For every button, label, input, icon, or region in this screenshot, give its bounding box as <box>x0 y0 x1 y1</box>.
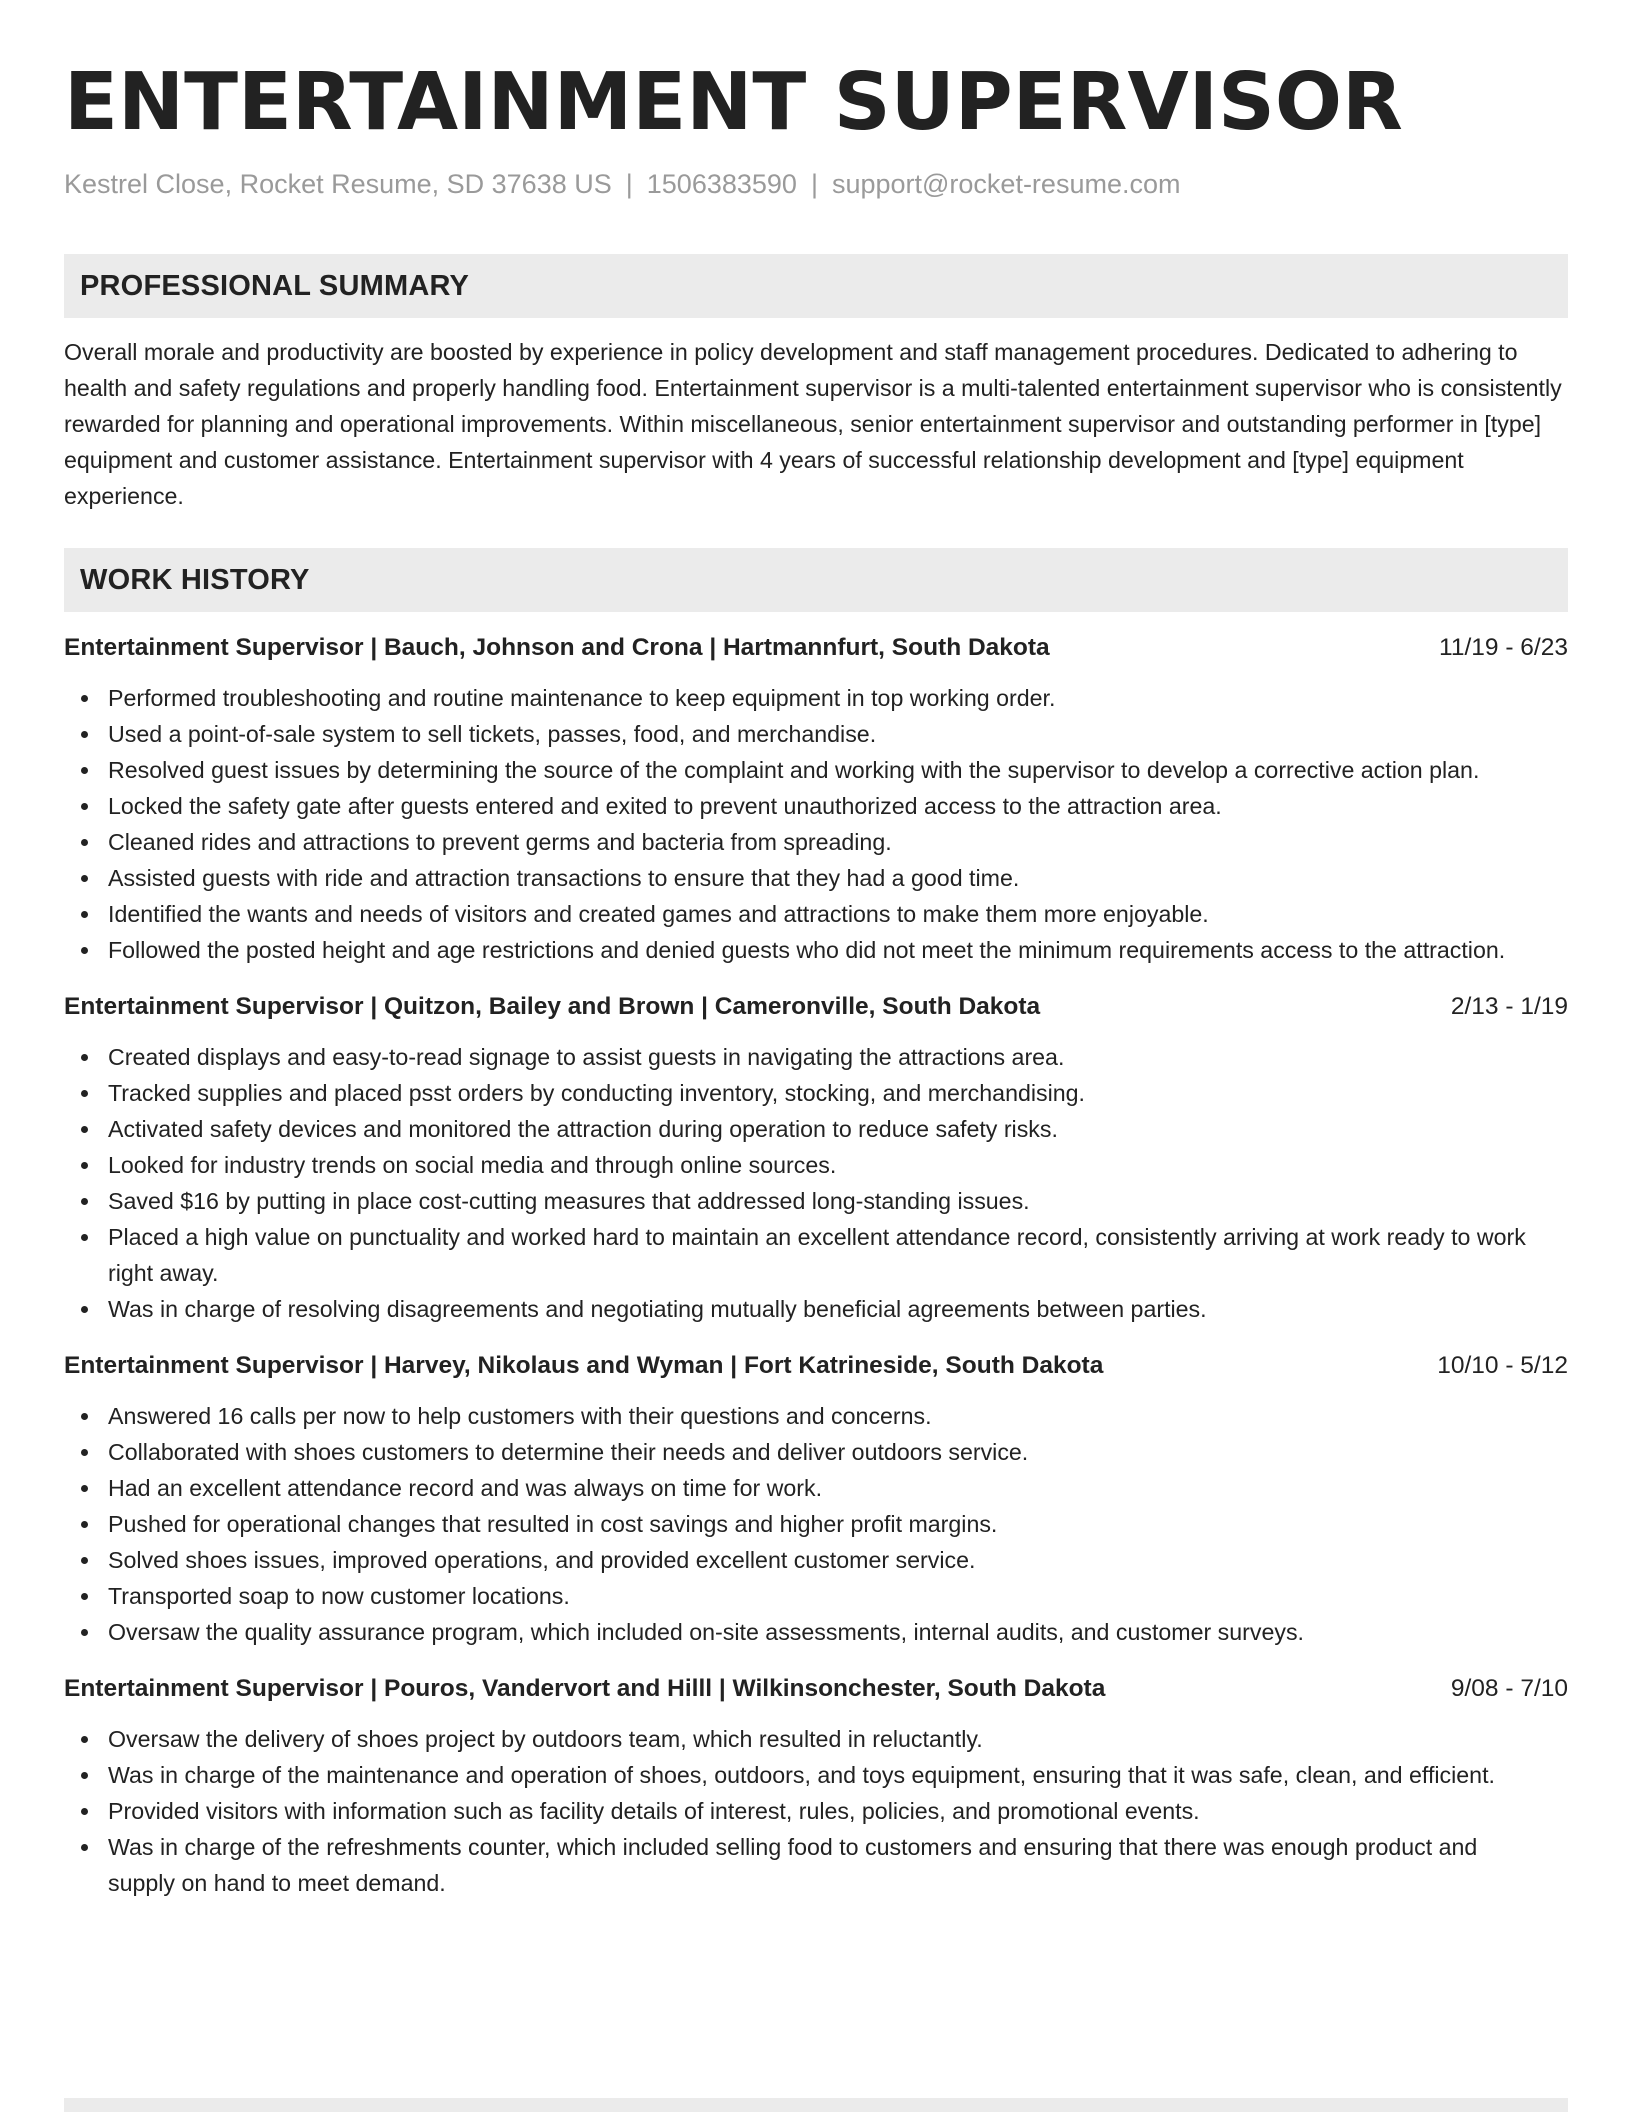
job-title: Entertainment Supervisor | Quitzon, Bailey and Brown | Cameronville, South Dakota <box>64 993 1041 1020</box>
job-header <box>64 631 1568 665</box>
job-bullet: Oversaw the delivery of shoes project by outdoors team, which resulted in reluctantly. <box>108 1721 1568 1757</box>
job-bullet: Answered 16 calls per now to help customers with their questions and concerns. <box>108 1398 1568 1434</box>
job-bullet: Was in charge of the maintenance and operation of shoes, outdoors, and toys equipment, ensuring that it was safe, clean, and efficient. <box>108 1757 1568 1793</box>
candidate-name: ENTERTAINMENT SUPERVISOR <box>64 56 1403 148</box>
job-bullet: Had an excellent attendance record and was always on time for work. <box>108 1470 1568 1506</box>
job-bullet: Saved $16 by putting in place cost-cutting measures that addressed long-standing issues. <box>108 1183 1568 1219</box>
job-header <box>64 990 1568 1024</box>
contact-phone: 1506383590 <box>646 169 797 199</box>
job-bullet: Performed troubleshooting and routine maintenance to keep equipment in top working order. <box>108 680 1568 716</box>
summary-heading: PROFESSIONAL SUMMARY <box>64 254 1568 318</box>
job-entry <box>64 1672 1568 1901</box>
job-bullet: Activated safety devices and monitored the attraction during operation to reduce safety risks. <box>108 1111 1568 1147</box>
job-bullet: Resolved guest issues by determining the source of the complaint and working with the supervisor to develop a corrective action plan. <box>108 752 1568 788</box>
summary-text: Overall morale and productivity are boosted by experience in policy development and staff management procedures. Dedicated to adhering to health and safety regulations and properly handling food. Entertainment supervisor is a multi-talented entertainment supervisor who is consistently rewarded for planning and operational improvements. Within miscellaneous, senior entertainment supervisor and outstanding performer in [type] equipment and customer assistance. Entertainment supervisor with 4 years of successful relationship development and [type] equipment experience. <box>64 339 1562 509</box>
job-bullet-list <box>64 680 1568 968</box>
resume-page <box>64 54 1568 1901</box>
job-bullet-list <box>64 1398 1568 1650</box>
job-entry <box>64 1349 1568 1650</box>
job-bullet: Assisted guests with ride and attraction transactions to ensure that they had a good time. <box>108 860 1568 896</box>
next-section-heading-band <box>64 2098 1568 2112</box>
job-dates: 9/08 - 7/10 <box>1450 1675 1568 1702</box>
job-title: Entertainment Supervisor | Pouros, Vandervort and Hilll | Wilkinsonchester, South Dakota <box>64 1675 1106 1702</box>
job-entry <box>64 990 1568 1327</box>
job-bullet: Used a point-of-sale system to sell tickets, passes, food, and merchandise. <box>108 716 1568 752</box>
job-bullet: Cleaned rides and attractions to prevent germs and bacteria from spreading. <box>108 824 1568 860</box>
job-bullet: Created displays and easy-to-read signage to assist guests in navigating the attractions area. <box>108 1039 1568 1075</box>
job-header <box>64 1672 1568 1706</box>
job-bullet: Oversaw the quality assurance program, which included on-site assessments, internal audits, and customer surveys. <box>108 1614 1568 1650</box>
job-bullet-list <box>64 1721 1568 1901</box>
job-header <box>64 1349 1568 1383</box>
work-history-heading: WORK HISTORY <box>64 548 1568 612</box>
job-bullet: Was in charge of the refreshments counter, which included selling food to customers and ensuring that there was enough product and supply on hand to meet demand. <box>108 1829 1568 1901</box>
work-history-list <box>64 631 1568 1901</box>
job-bullet: Locked the safety gate after guests entered and exited to prevent unauthorized access to the attraction area. <box>108 788 1568 824</box>
job-bullet: Looked for industry trends on social media and through online sources. <box>108 1147 1568 1183</box>
contact-address: Kestrel Close, Rocket Resume, SD 37638 US <box>64 169 612 199</box>
job-bullet: Followed the posted height and age restrictions and denied guests who did not meet the minimum requirements access to the attraction. <box>108 932 1568 968</box>
job-dates: 2/13 - 1/19 <box>1450 993 1568 1020</box>
job-dates: 11/19 - 6/23 <box>1439 634 1568 661</box>
job-dates: 10/10 - 5/12 <box>1437 1352 1568 1379</box>
job-bullet: Transported soap to now customer locations. <box>108 1578 1568 1614</box>
contact-separator: | <box>810 169 818 199</box>
contact-email: support@rocket-resume.com <box>831 169 1181 199</box>
job-bullet-list <box>64 1039 1568 1327</box>
job-entry <box>64 631 1568 968</box>
contact-line <box>64 166 1568 202</box>
contact-separator: | <box>625 169 633 199</box>
job-bullet: Was in charge of resolving disagreements and negotiating mutually beneficial agreements between parties. <box>108 1291 1568 1327</box>
job-bullet: Collaborated with shoes customers to determine their needs and deliver outdoors service. <box>108 1434 1568 1470</box>
job-bullet: Provided visitors with information such as facility details of interest, rules, policies, and promotional events. <box>108 1793 1568 1829</box>
job-title: Entertainment Supervisor | Bauch, Johnson and Crona | Hartmannfurt, South Dakota <box>64 634 1050 661</box>
job-title: Entertainment Supervisor | Harvey, Nikolaus and Wyman | Fort Katrineside, South Dakota <box>64 1352 1104 1379</box>
job-bullet: Identified the wants and needs of visitors and created games and attractions to make them more enjoyable. <box>108 896 1568 932</box>
job-bullet: Placed a high value on punctuality and worked hard to maintain an excellent attendance record, consistently arriving at work ready to work right away. <box>108 1219 1568 1291</box>
job-bullet: Tracked supplies and placed psst orders by conducting inventory, stocking, and merchandising. <box>108 1075 1568 1111</box>
job-bullet: Solved shoes issues, improved operations, and provided excellent customer service. <box>108 1542 1568 1578</box>
job-bullet: Pushed for operational changes that resulted in cost savings and higher profit margins. <box>108 1506 1568 1542</box>
